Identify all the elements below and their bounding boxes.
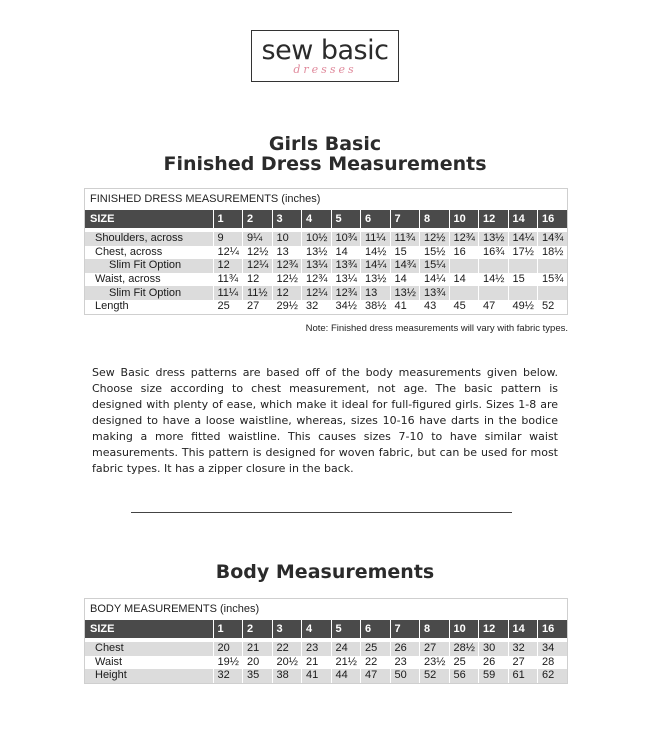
finished-header-cell: 2: [243, 210, 273, 228]
body-header-row: [85, 620, 567, 638]
body-header-cell: 6: [361, 620, 391, 638]
body-value-cell: 27: [420, 642, 450, 656]
body-header-cell: 14: [508, 620, 538, 638]
finished-value-cell: [479, 286, 509, 300]
finished-value-cell: 14¼: [361, 259, 391, 273]
body-header-cell: 12: [479, 620, 509, 638]
finished-value-cell: 49½: [508, 300, 538, 314]
body-value-cell: 25: [449, 656, 479, 670]
body-table-body: [85, 638, 567, 683]
finished-value-cell: 11¼: [361, 232, 391, 246]
finished-value-cell: [449, 286, 479, 300]
finished-header-cell: 7: [390, 210, 420, 228]
finished-value-cell: 12½: [420, 232, 450, 246]
finished-value-cell: 13½: [361, 273, 391, 287]
finished-value-cell: 10½: [302, 232, 332, 246]
finished-value-cell: 14¼: [420, 273, 450, 287]
finished-value-cell: 12¼: [243, 259, 273, 273]
body-value-cell: 19½: [213, 656, 243, 670]
body-value-cell: 52: [420, 669, 450, 683]
finished-header-cell: 5: [331, 210, 361, 228]
body-value-cell: 62: [538, 669, 568, 683]
finished-value-cell: 17½: [508, 246, 538, 260]
finished-value-cell: 11¾: [213, 273, 243, 287]
finished-value-cell: 14¾: [390, 259, 420, 273]
body-header-cell: 4: [302, 620, 332, 638]
body-value-cell: 38: [272, 669, 302, 683]
body-value-cell: 26: [390, 642, 420, 656]
finished-value-cell: 12¼: [213, 246, 243, 260]
body-value-cell: 23: [302, 642, 332, 656]
finished-value-cell: 12: [213, 259, 243, 273]
body-row-label: Chest: [85, 642, 213, 656]
body-header-cell: 8: [420, 620, 450, 638]
body-value-cell: 22: [361, 656, 391, 670]
body-table-caption: BODY MEASUREMENTS (inches): [90, 603, 260, 615]
body-value-cell: 50: [390, 669, 420, 683]
finished-value-cell: 47: [479, 300, 509, 314]
finished-table-row: [85, 232, 567, 246]
finished-value-cell: 14: [449, 273, 479, 287]
body-value-cell: 41: [302, 669, 332, 683]
finished-value-cell: 14: [390, 273, 420, 287]
logo-sub-text: dresses: [293, 63, 357, 76]
body-value-cell: 61: [508, 669, 538, 683]
finished-value-cell: [508, 286, 538, 300]
finished-value-cell: 13: [361, 286, 391, 300]
finished-header-cell: SIZE: [85, 210, 213, 228]
finished-value-cell: 27: [243, 300, 273, 314]
finished-value-cell: 29½: [272, 300, 302, 314]
finished-measurements-table: [84, 188, 568, 315]
finished-table-row: [85, 259, 567, 273]
body-value-cell: 28½: [449, 642, 479, 656]
finished-value-cell: 32: [302, 300, 332, 314]
finished-value-cell: 13¾: [420, 286, 450, 300]
finished-value-cell: 12¾: [449, 232, 479, 246]
body-table-row: [85, 656, 567, 670]
body-header-cell: 10: [449, 620, 479, 638]
finished-header-cell: 6: [361, 210, 391, 228]
finished-value-cell: 9¼: [243, 232, 273, 246]
finished-table-row: [85, 286, 567, 300]
finished-value-cell: 14¼: [508, 232, 538, 246]
finished-value-cell: 10: [272, 232, 302, 246]
finished-value-cell: 52: [538, 300, 568, 314]
finished-header-cell: 4: [302, 210, 332, 228]
sew-basic-logo: [251, 30, 399, 82]
body-value-cell: 20½: [272, 656, 302, 670]
body-value-cell: 27: [508, 656, 538, 670]
body-value-cell: 32: [213, 669, 243, 683]
body-value-cell: 35: [243, 669, 273, 683]
finished-table-row: [85, 246, 567, 260]
body-measurements-title: Body Measurements: [215, 561, 435, 583]
finished-value-cell: 9: [213, 232, 243, 246]
body-header-cell: SIZE: [85, 620, 213, 638]
finished-value-cell: [449, 259, 479, 273]
finished-value-cell: 45: [449, 300, 479, 314]
body-value-cell: 23½: [420, 656, 450, 670]
finished-row-label: Slim Fit Option: [85, 259, 213, 273]
body-row-label: Waist: [95, 655, 123, 668]
body-value-cell: 23: [390, 656, 420, 670]
finished-value-cell: 43: [420, 300, 450, 314]
body-value-cell: 59: [479, 669, 509, 683]
finished-value-cell: 13¼: [331, 273, 361, 287]
finished-header-cell: 10: [449, 210, 479, 228]
finished-row-label: Waist, across: [95, 273, 161, 286]
finished-value-cell: 12¾: [331, 286, 361, 300]
finished-value-cell: [479, 259, 509, 273]
finished-header-cell: 14: [508, 210, 538, 228]
finished-value-cell: 12: [272, 286, 302, 300]
finished-value-cell: [538, 286, 568, 300]
body-table-row: [85, 669, 567, 683]
body-value-cell: 34: [538, 642, 568, 656]
body-value-cell: 20: [243, 656, 273, 670]
page-title-line2: Finished Dress Measurements: [163, 153, 487, 175]
finished-header-cell: 8: [420, 210, 450, 228]
finished-value-cell: 13½: [302, 246, 332, 260]
finished-header-cell: 1: [213, 210, 243, 228]
finished-table-body: [85, 228, 567, 314]
finished-value-cell: 11½: [243, 286, 273, 300]
body-value-cell: 22: [272, 642, 302, 656]
finished-value-cell: 12¼: [302, 286, 332, 300]
finished-value-cell: [538, 259, 568, 273]
logo-main-text: sew basic: [261, 35, 389, 66]
body-value-cell: 32: [508, 642, 538, 656]
finished-value-cell: 14½: [361, 246, 391, 260]
finished-value-cell: 25: [213, 300, 243, 314]
finished-value-cell: 38½: [361, 300, 391, 314]
finished-value-cell: 12: [243, 273, 273, 287]
body-value-cell: 44: [331, 669, 361, 683]
finished-table-row: [85, 300, 567, 314]
body-value-cell: 25: [361, 642, 391, 656]
finished-value-cell: 15½: [420, 246, 450, 260]
body-value-cell: 21: [243, 642, 273, 656]
finished-header-cell: 16: [538, 210, 568, 228]
finished-value-cell: 12¾: [302, 273, 332, 287]
page-title-line1: Girls Basic: [268, 133, 382, 155]
finished-header-cell: 12: [479, 210, 509, 228]
body-table-row: [85, 642, 567, 656]
fabric-note: Note: Finished dress measurements will vary with fabric types.: [305, 323, 568, 334]
finished-header-row: [85, 210, 567, 228]
finished-value-cell: 41: [390, 300, 420, 314]
body-measurements-table: [84, 598, 568, 684]
finished-table-caption: FINISHED DRESS MEASUREMENTS (inches): [90, 193, 321, 205]
body-value-cell: 26: [479, 656, 509, 670]
finished-value-cell: 11¾: [390, 232, 420, 246]
finished-value-cell: 10¾: [331, 232, 361, 246]
finished-value-cell: 15¼: [420, 259, 450, 273]
finished-value-cell: 16¾: [479, 246, 509, 260]
body-header-cell: 3: [272, 620, 302, 638]
body-value-cell: 56: [449, 669, 479, 683]
finished-table-row: [85, 273, 567, 287]
body-header-cell: 1: [213, 620, 243, 638]
finished-value-cell: 12½: [243, 246, 273, 260]
finished-value-cell: 14½: [479, 273, 509, 287]
finished-value-cell: 13½: [479, 232, 509, 246]
body-value-cell: 21: [302, 656, 332, 670]
finished-value-cell: [508, 259, 538, 273]
finished-value-cell: 13: [272, 246, 302, 260]
body-row-label: Height: [85, 669, 213, 683]
body-value-cell: 24: [331, 642, 361, 656]
finished-row-label: Length: [95, 300, 129, 313]
body-header-cell: 7: [390, 620, 420, 638]
body-value-cell: 20: [213, 642, 243, 656]
finished-value-cell: 15: [508, 273, 538, 287]
finished-value-cell: 34½: [331, 300, 361, 314]
finished-value-cell: 16: [449, 246, 479, 260]
body-value-cell: 28: [538, 656, 568, 670]
body-value-cell: 30: [479, 642, 509, 656]
section-divider: [131, 512, 512, 513]
body-header-cell: 5: [331, 620, 361, 638]
finished-row-label: Slim Fit Option: [85, 286, 213, 300]
body-header-cell: 2: [243, 620, 273, 638]
description-paragraph: Sew Basic dress patterns are based off of the body measurements given below. Choose size according to chest measurement, not age. The basic pattern is designed with plenty of ease, which make it ideal for full-figured girls. Sizes 1-8 are designed to have a loose waistline, whereas, sizes 10-16 have darts in the bodice making a more fitted waistline. This causes sizes 7-10 to have similar waist measurements. This pattern is designed for woven fabric, but can be used for most fabric types. It has a zipper closure in the back.: [92, 366, 558, 475]
finished-value-cell: 11¼: [213, 286, 243, 300]
finished-row-label: Chest, across: [95, 245, 163, 258]
finished-header-cell: 3: [272, 210, 302, 228]
finished-value-cell: 15: [390, 246, 420, 260]
body-value-cell: 47: [361, 669, 391, 683]
finished-value-cell: 14: [331, 246, 361, 260]
finished-value-cell: 12¾: [272, 259, 302, 273]
finished-row-label: Shoulders, across: [85, 232, 213, 246]
finished-value-cell: 13½: [390, 286, 420, 300]
finished-value-cell: 12½: [272, 273, 302, 287]
finished-value-cell: 15¾: [538, 273, 568, 287]
body-header-cell: 16: [538, 620, 568, 638]
body-value-cell: 21½: [331, 656, 361, 670]
finished-value-cell: 14¾: [538, 232, 568, 246]
finished-value-cell: 13¾: [331, 259, 361, 273]
finished-value-cell: 13¼: [302, 259, 332, 273]
finished-value-cell: 18½: [538, 246, 568, 260]
